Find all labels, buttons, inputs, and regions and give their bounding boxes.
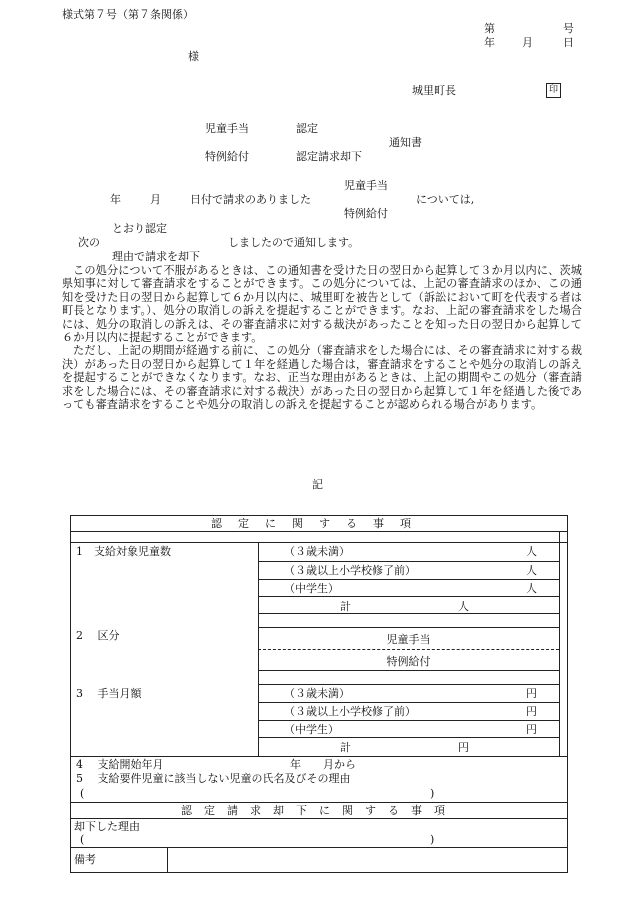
item2-label: 2 区分 <box>76 629 120 642</box>
remarks-label: 備考 <box>74 853 96 866</box>
title-approval: 認定 <box>296 122 318 135</box>
reason-paren-close: ) <box>430 833 435 846</box>
amount-middle-school-unit: 円 <box>526 723 537 736</box>
appeal-paragraph-1: この処分について不服があるときは、この通知書を受けた日の翌日から起算して３か月以内に、茨城県知事に対して審査請求をすることができます。この処分については、上記の審査請求のほか、この通知を受けた日の翌日から起算して６か月以内に、城里町を被告として（訴訟において町を代表する者は町長となります。）、処分の取消しの訴えを提起することができます。なお、上記の審査請求をした場合には、処分の取消しの訴えは、その審査請求に対する裁決があったことを知った日の翌日から起算して６か月以内に提起することができます。 <box>62 264 582 345</box>
doc-number-dai: 第 <box>484 22 495 35</box>
item4-value: 年 月から <box>290 758 356 771</box>
children-under3-label: （３歳未満） <box>284 545 350 558</box>
title-special-benefit: 特例給付 <box>205 150 249 163</box>
intro-month: 月 <box>150 193 161 206</box>
date-month: 月 <box>522 36 533 49</box>
amount-total-label: 計 <box>340 741 351 754</box>
addressee-suffix: 様 <box>188 50 199 63</box>
children-middle-school-unit: 人 <box>526 582 537 595</box>
intro-option-special-benefit: 特例給付 <box>344 207 388 220</box>
intro-next: 次の <box>78 236 100 249</box>
reason-paren-open: ( <box>80 833 85 846</box>
category-child-allowance: 児童手当 <box>386 633 431 646</box>
title-child-allowance: 児童手当 <box>205 122 249 135</box>
category-special-benefit: 特例給付 <box>386 655 431 668</box>
seal-mark: 印 <box>546 83 561 98</box>
item5-label: 5 支給要件児童に該当しない児童の氏名及びその理由 <box>76 772 351 785</box>
amount-under3-unit: 円 <box>526 687 537 700</box>
children-total-unit: 人 <box>458 600 469 613</box>
intro-notify: しましたので通知します。 <box>228 236 360 249</box>
intro-result-rejected: 理由で請求を却下 <box>112 250 200 263</box>
children-middle-school-label: （中学生） <box>284 582 339 595</box>
intro-date-text: 日付で請求のありました <box>190 193 311 206</box>
amount-under3-label: （３歳未満） <box>284 687 350 700</box>
ki-heading: 記 <box>312 478 323 491</box>
intro-year: 年 <box>110 193 121 206</box>
amount-total-unit: 円 <box>458 741 469 754</box>
intro-result-approved: とおり認定 <box>112 222 167 235</box>
amount-3-to-elementary-label: （３歳以上小学校修了前） <box>284 705 416 718</box>
item4-label: 4 支給開始年月 <box>76 758 164 771</box>
item1-label: 1 支給対象児童数 <box>76 545 171 558</box>
doc-number-go: 号 <box>563 22 574 35</box>
appeal-paragraph-2: ただし、上記の期間が経過する前に、この処分（審査請求をした場合には、その審査請求に対する裁決）があった日の翌日から起算して１年を経過した場合は，審査請求をすることや処分の取消しの訴えを提起することができなくなります。なお、正当な理由があるときは、上記の期間やこの処分（審査請求をした場合には、その審査請求に対する裁決）があった日の翌日から起算して１年を経過した後であっても審査請求をすることや処分の取消しの訴えを提起することが認められる場合があります。 <box>62 344 582 412</box>
section-approval-header: 認定に関する事項 <box>211 517 427 530</box>
form-number: 様式第７号（第７条関係） <box>62 8 194 21</box>
item5-paren-open: ( <box>80 787 85 800</box>
children-3-to-elementary-unit: 人 <box>526 564 537 577</box>
intro-about: については, <box>416 193 475 206</box>
title-notice: 通知書 <box>389 136 422 149</box>
amount-middle-school-label: （中学生） <box>284 723 339 736</box>
section-rejection-header: 認定請求却下に関する事項 <box>181 804 457 817</box>
children-under3-unit: 人 <box>526 545 537 558</box>
issuer-name: 城里町長 <box>412 84 456 97</box>
children-total-label: 計 <box>340 600 351 613</box>
appeal-notice-body <box>62 264 582 411</box>
amount-3-to-elementary-unit: 円 <box>526 705 537 718</box>
item3-label: 3 手当月額 <box>76 687 142 700</box>
date-year: 年 <box>484 36 495 49</box>
date-day: 日 <box>563 36 574 49</box>
item5-paren-close: ) <box>430 787 435 800</box>
rejection-reason-label: 却下した理由 <box>74 820 140 833</box>
title-rejection: 認定請求却下 <box>296 150 362 163</box>
children-3-to-elementary-label: （３歳以上小学校修了前） <box>284 564 416 577</box>
intro-option-child-allowance: 児童手当 <box>344 179 388 192</box>
